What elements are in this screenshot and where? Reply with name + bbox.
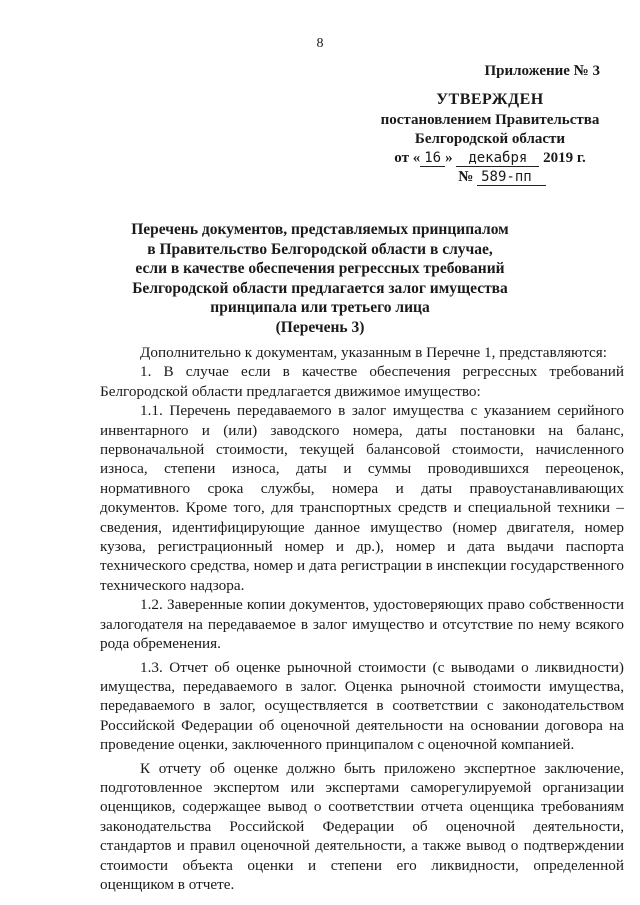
title-line: Перечень документов, представляемых принципалом (131, 221, 509, 238)
date-day: 16 (420, 150, 445, 167)
date-prefix: от « (394, 150, 421, 166)
intro-paragraph: Дополнительно к документам, указанным в Перечне 1, представляются: (140, 344, 607, 361)
paragraph-1: 1. В случае если в качестве обеспечения регрессных требований Белгородской области предлагается движимое имущество: (100, 363, 624, 400)
page-number: 8 (316, 36, 324, 51)
approval-line-1: постановлением Правительства (380, 112, 600, 128)
paragraph-1-3: 1.3. Отчет об оценке рыночной стоимости (с выводами о ликвидности) имущества, передаваемого в залог. Оценка рыночной стоимости имущества, передаваемого в залог, осуществляется в соответствии с законодательством Российской Федерации об оценочной деятельности на основании договора на проведение оценки, заключенного принципалом с оценочной компанией. (100, 658, 624, 754)
document-body (100, 343, 624, 894)
document-title (110, 220, 530, 337)
paragraph-1-2: 1.2. Заверенные копии документов, удостоверяющих право собственности залогодателя на передаваемое в залог имущество и отсутствие по нему всякого рода обременения. (100, 596, 624, 653)
approval-stamp (380, 90, 600, 187)
appendix-label: Приложение № 3 (484, 63, 600, 79)
approval-block (370, 62, 600, 187)
title-line: Белгородской области предлагается залог имущества (132, 279, 508, 297)
date-year: 2019 г. (543, 150, 586, 166)
date-mid: » (445, 150, 453, 166)
title-line: принципала или третьего лица (210, 299, 430, 316)
approval-line-2: Белгородской области (414, 131, 566, 147)
date-month: декабря (456, 150, 539, 167)
decree-number-prefix: № (458, 169, 474, 185)
title-line: в Правительство Белгородской области в случае, (147, 240, 493, 258)
decree-number-line (380, 168, 600, 187)
approval-date (380, 149, 600, 168)
approved-title: УТВЕРЖДЕН (436, 91, 544, 108)
paragraph-expert-conclusion: К отчету об оценке должно быть приложено экспертное заключение, подготовленное экспертом или экспертами саморегулируемой организации оценщиков, содержащее вывод о соответствии отчета оценщика требованиям законодательства Российской Федерации об оценочной деятельности, стандартов и правил оценочной деятельности, а также вывод о подтверждении стоимости объекта оценки и степени его ликвидности, определенной оценщиком в отчете. (100, 759, 624, 893)
title-line: если в качестве обеспечения регрессных требований (135, 260, 505, 277)
paragraph-1-1: 1.1. Перечень передаваемого в залог имущества с указанием серийного инвентарного и (или) заводского номера, даты постановки на баланс, первоначальной стоимости, текущей балансовой стоимости, начисленного износа, степени износа, даты и суммы проводившихся переоценок, нормативного срока службы, номера и даты правоустанавливающих документов. Кроме того, для транспортных средств и специальной техники – сведения, идентифицирующие данное имущество (номер двигателя, номер кузова, регистрационный номер и др.), номер и дата выдачи паспорта технического средства, номер и дата регистрации в инспекции государственного технического надзора. (100, 402, 624, 594)
title-line: (Перечень 3) (275, 318, 365, 336)
decree-number: 589-пп (477, 169, 546, 186)
